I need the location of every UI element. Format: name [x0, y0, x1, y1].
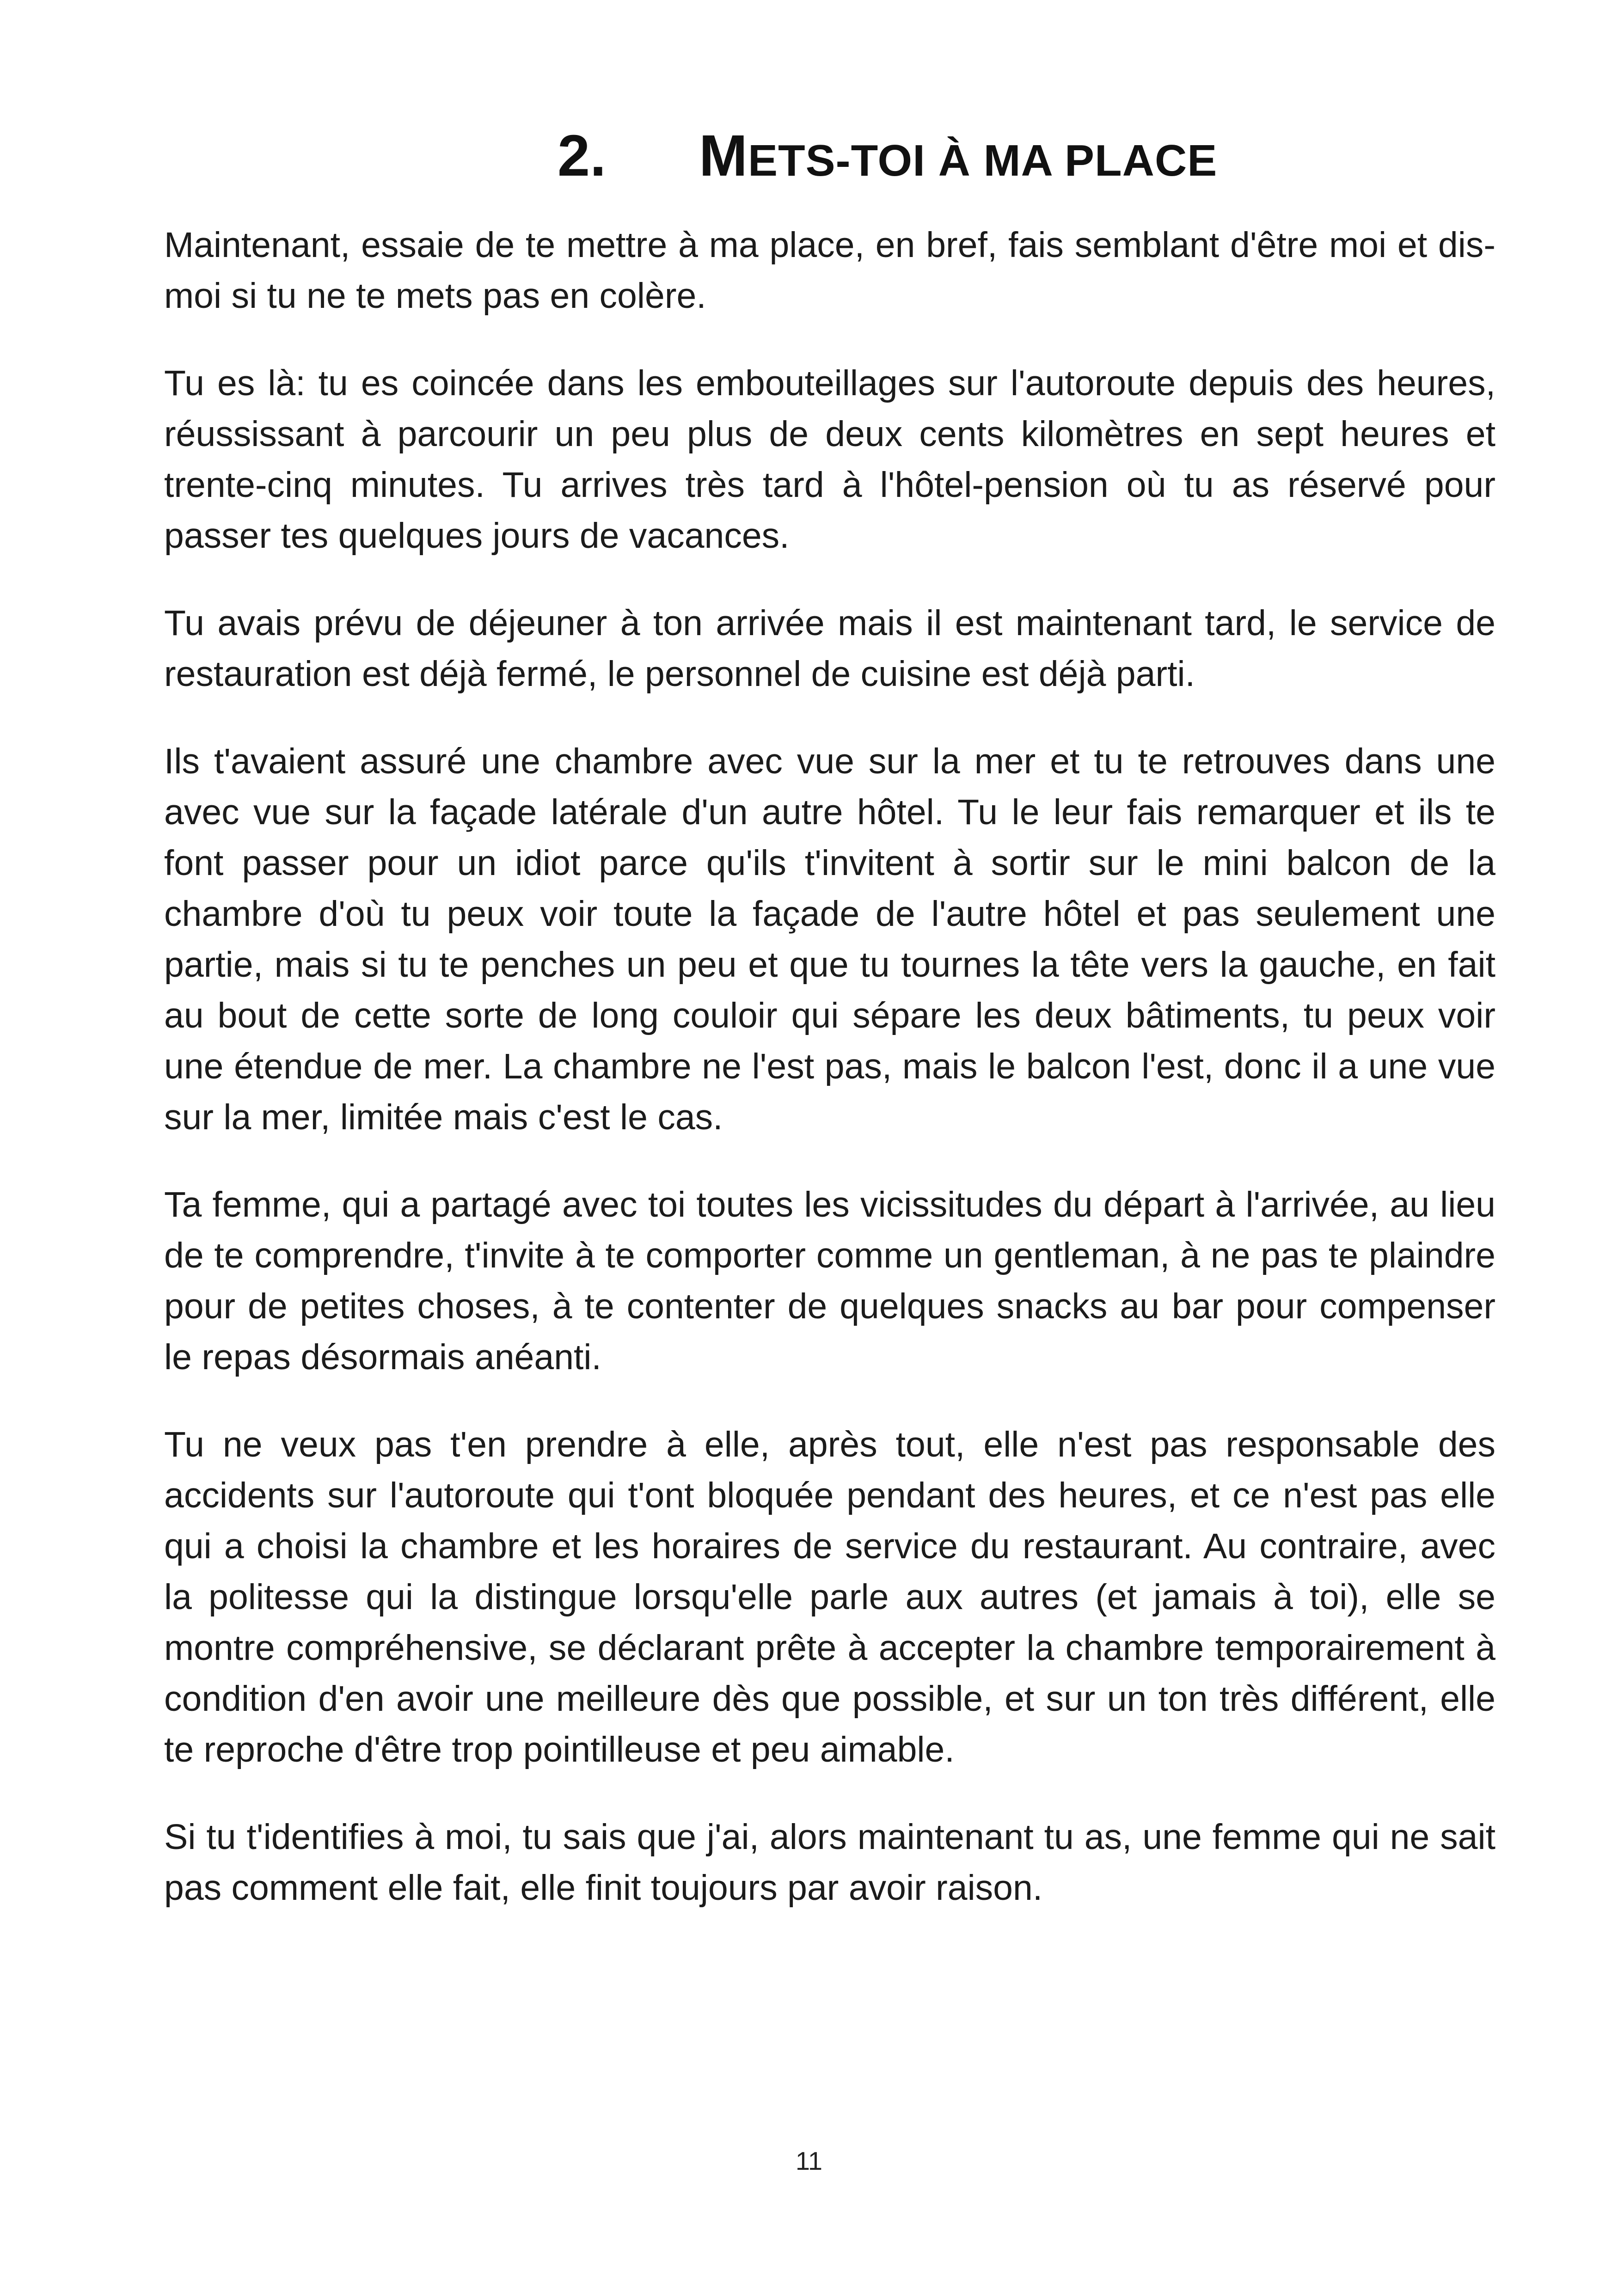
chapter-title-initial: M: [699, 123, 748, 188]
paragraph-2: Tu es là: tu es coincée dans les embouteillages sur l'autoroute depuis des heures, réussissant à parcourir un peu plus de deux cents kilomètres en sept heures et trente-cinq minutes. Tu arrives très tard à l'hôtel-pension où tu as réservé pour passer tes quelques jours de vacances.: [164, 363, 1495, 556]
chapter-title-rest: ETS-TOI À MA PLACE: [748, 136, 1218, 185]
paragraph-4: Ils t'avaient assuré une chambre avec vue sur la mer et tu te retrouves dans une avec vue sur la façade latérale d'un autre hôtel. Tu le leur fais remarquer et ils te font passer pour un idiot parce qu'ils t'invitent à sortir sur le mini balcon de la chambre d'où tu peux voir toute la façade de l'autre hôtel et pas seulement une partie, mais si tu te penches un peu et que tu tournes la tête vers la gauche, en fait au bout de cette sorte de long couloir qui sépare les deux bâtiments, tu peux voir une étendue de mer. La chambre ne l'est pas, mais le balcon l'est, donc il a une vue sur la mer, limitée mais c'est le cas.: [164, 741, 1495, 1137]
paragraph-3: Tu avais prévu de déjeuner à ton arrivée mais il est maintenant tard, le service de restauration est déjà fermé, le personnel de cuisine est déjà parti.: [164, 603, 1495, 694]
chapter-heading: [558, 121, 1482, 190]
paragraph-5: Ta femme, qui a partagé avec toi toutes les vicissitudes du départ à l'arrivée, au lieu de te comprendre, t'invite à te comporter comme un gentleman, à ne pas te plaindre pour de petites choses, à te contenter de quelques snacks au bar pour compenser le repas désormais anéanti.: [164, 1185, 1495, 1377]
paragraph-6: Tu ne veux pas t'en prendre à elle, après tout, elle n'est pas responsable des accidents sur l'autoroute qui t'ont bloquée pendant des heures, et ce n'est pas elle qui a choisi la chambre et les horaires de service du restaurant. Au contraire, avec la politesse qui la distingue lorsqu'elle parle aux autres (et jamais à toi), elle se montre compréhensive, se déclarant prête à accepter la chambre temporairement à condition d'en avoir une meilleure dès que possible, et sur un ton très différent, elle te reproche d'être trop pointilleuse et peu aimable.: [164, 1425, 1495, 1769]
page-number: 11: [795, 2146, 823, 2175]
chapter-title: [699, 121, 1217, 196]
chapter-number: 2.: [558, 123, 607, 188]
chapter-body: [164, 220, 1495, 1950]
paragraph-1: Maintenant, essaie de te mettre à ma place, en bref, fais semblant d'être moi et dis-moi si tu ne te mets pas en colère.: [164, 225, 1495, 316]
paragraph-7: Si tu t'identifies à moi, tu sais que j'ai, alors maintenant tu as, une femme qui ne sait pas comment elle fait, elle finit toujours par avoir raison.: [164, 1817, 1495, 1908]
